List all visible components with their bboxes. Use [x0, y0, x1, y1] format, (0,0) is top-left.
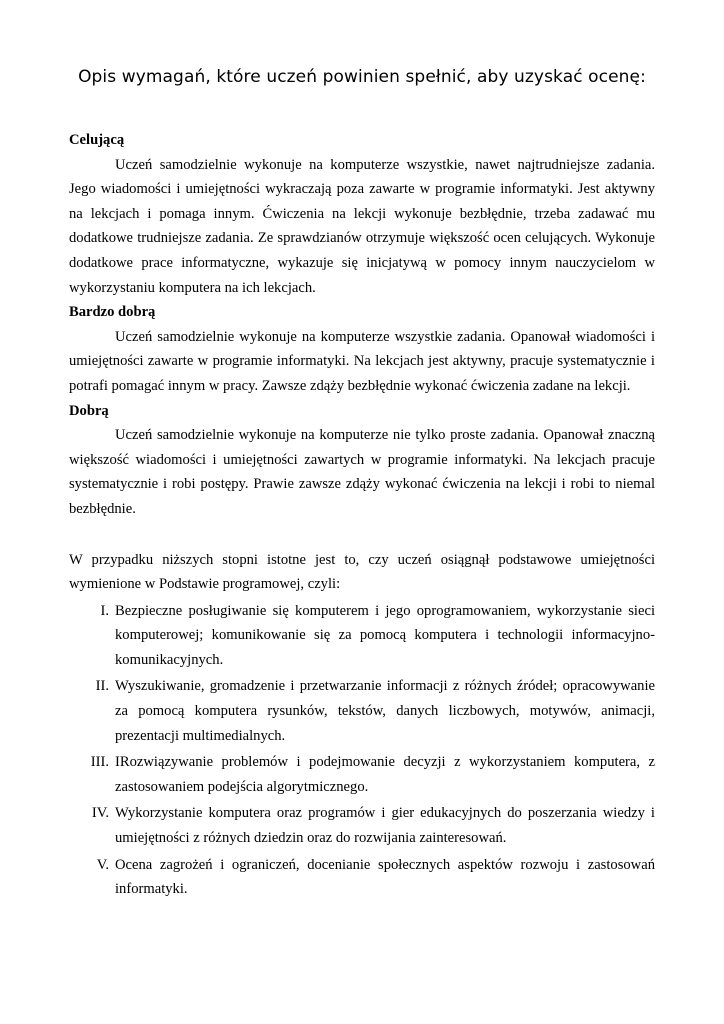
- requirement-item: [69, 599, 655, 673]
- requirement-item: [69, 853, 655, 902]
- requirement-number: IV.: [91, 805, 109, 822]
- grade-section-bardzo-dobra: [69, 300, 655, 398]
- document-body: [69, 128, 655, 902]
- grade-heading: Celującą: [69, 132, 125, 148]
- requirement-item: [69, 674, 655, 748]
- requirement-item: [69, 801, 655, 850]
- document-title: Opis wymagań, które uczeń powinien spełnić, aby uzyskać ocenę:: [78, 67, 646, 87]
- grade-heading: Bardzo dobrą: [69, 304, 156, 321]
- grade-description: Uczeń samodzielnie wykonuje na komputerze nie tylko proste zadania. Opanował znaczną większość wiadomości i umiejętności zawartych w programie informatyki. Na lekcjach pracuje systematycznie i robi postępy. Prawie zawsze zdąży wykonać ćwiczenia na lekcji i robi to niemal bezbłędnie.: [69, 427, 655, 517]
- requirement-text: Wyszukiwanie, gromadzenie i przetwarzanie informacji z różnych źródeł; opracowywanie za pomocą komputera rysunków, tekstów, danych liczbowych, motywów, animacji, prezentacji multimedialnych.: [115, 678, 655, 744]
- requirements-list: [69, 599, 655, 902]
- requirement-number: I.: [100, 602, 109, 619]
- grade-description: Uczeń samodzielnie wykonuje na komputerze wszystkie zadania. Opanował wiadomości i umiejętności zawarte w programie informatyki. Na lekcjach jest aktywny, pracuje systematycznie i potrafi pomagać innym w pracy. Zawsze zdąży bezbłędnie wykonać ćwiczenia zadane na lekcji.: [69, 328, 655, 394]
- lower-grades-intro: W przypadku niższych stopni istotne jest to, czy uczeń osiągnął podstawowe umiejętności wymienione w Podstawie programowej, czyli:: [69, 551, 655, 593]
- requirement-text: Wykorzystanie komputera oraz programów i gier edukacyjnych do poszerzania wiedzy i umiejętności z różnych dziedzin oraz do rozwijania zainteresowań.: [115, 805, 655, 847]
- grade-section-celujaca: [69, 128, 655, 300]
- grade-section-dobra: [69, 399, 655, 522]
- requirement-text: Bezpieczne posługiwanie się komputerem i jego oprogramowaniem, wykorzystanie sieci komputerowej; komunikowanie się za pomocą komputera i technologii informacyjno-komunikacyjnych.: [115, 602, 655, 668]
- requirement-number: II.: [95, 678, 109, 695]
- requirement-number: III.: [90, 754, 109, 771]
- grade-heading: Dobrą: [69, 402, 109, 419]
- requirement-item: [69, 750, 655, 799]
- requirement-number: V.: [96, 856, 109, 873]
- requirement-text: Ocena zagrożeń i ograniczeń, docenianie społecznych aspektów rozwoju i zastosowań informatyki.: [115, 856, 655, 898]
- requirement-text: IRozwiązywanie problemów i podejmowanie decyzji z wykorzystaniem komputera, z zastosowaniem podejścia algorytmicznego.: [115, 754, 655, 795]
- grade-description: Uczeń samodzielnie wykonuje na komputerze wszystkie, nawet najtrudniejsze zadania. Jego wiadomości i umiejętności wykraczają poza zawarte w programie informatyki. Jest aktywny na lekcjach i pomaga innym. Ćwiczenia na lekcji wykonuje bezbłędnie, trzeba zadawać mu dodatkowe trudniejsze zadania. Ze sprawdzianów otrzymuje większość ocen celujących. Wykonuje dodatkowe prace informatyczne, wykazuje się inicjatywą w pomocy innym nauczycielom w wykorzystaniu komputera na ich lekcjach.: [69, 156, 655, 296]
